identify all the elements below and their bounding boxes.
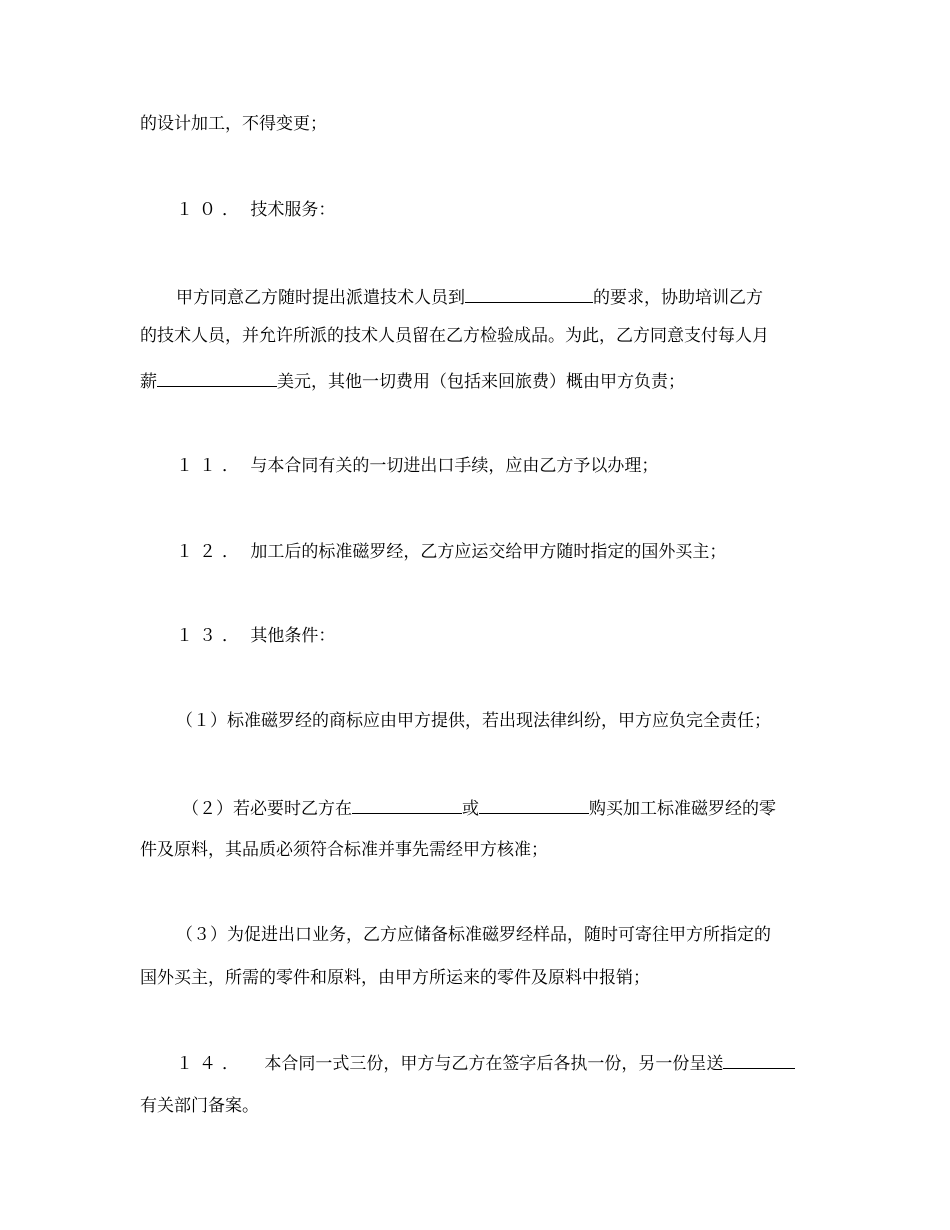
section-text: 本合同一式三份，甲方与乙方在签字后各执一份，另一份呈送 [264, 1054, 724, 1074]
fill-in-blank [479, 795, 589, 814]
fill-in-blank [723, 1050, 795, 1069]
text-line: 有关部门备案。 [140, 1096, 259, 1116]
fill-in-blank [465, 284, 593, 303]
fill-in-blank [352, 795, 462, 814]
section-heading-13 [176, 624, 335, 648]
section-text: 加工后的标准磁罗经，乙方应运交给甲方随时指定的国外买主； [250, 542, 727, 562]
section-number: １４． [176, 1054, 245, 1074]
section-title: 技术服务： [250, 200, 336, 220]
text-line: 件及原料，其品质必须符合标准并事先需经甲方核准； [140, 840, 548, 860]
text-line [140, 368, 685, 394]
text-line: 的设计加工，不得变更； [140, 114, 327, 134]
sub-item-2 [182, 795, 776, 821]
text-line [176, 284, 763, 310]
text-fragment: 的要求，协助培训乙方 [593, 288, 763, 308]
sub-item-1: （１）标准磁罗经的商标应由甲方提供，若出现法律纠纷，甲方应负完全责任； [176, 711, 771, 731]
section-text: 与本合同有关的一切进出口手续，应由乙方予以办理； [250, 456, 659, 476]
section-number: １０． [176, 200, 245, 220]
text-fragment: （２）若必要时乙方在 [182, 799, 352, 819]
fill-in-blank [157, 368, 277, 387]
section-heading-11 [176, 454, 658, 478]
section-heading-14 [176, 1050, 795, 1076]
section-text: 其他条件： [250, 626, 336, 646]
section-number: １１． [176, 456, 245, 476]
text-fragment: 薪 [140, 372, 157, 392]
text-fragment: 美元，其他一切费用（包括来回旅费）概由甲方负责； [277, 372, 685, 392]
sub-item-3: （３）为促进出口业务，乙方应储备标准磁罗经样品，随时可寄往甲方所指定的 [176, 925, 771, 945]
text-fragment: 或 [462, 799, 479, 819]
text-fragment: 甲方同意乙方随时提出派遣技术人员到 [176, 288, 465, 308]
section-heading-12 [176, 540, 726, 564]
section-number: １２． [176, 542, 245, 562]
text-line: 国外买主，所需的零件和原料，由甲方所运来的零件及原料中报销； [140, 968, 650, 988]
text-fragment: 购买加工标准磁罗经的零 [589, 799, 776, 819]
section-heading-10 [176, 198, 335, 222]
text-line: 的技术人员，并允许所派的技术人员留在乙方检验成品。为此，乙方同意支付每人月 [140, 326, 769, 346]
section-number: １３． [176, 626, 245, 646]
